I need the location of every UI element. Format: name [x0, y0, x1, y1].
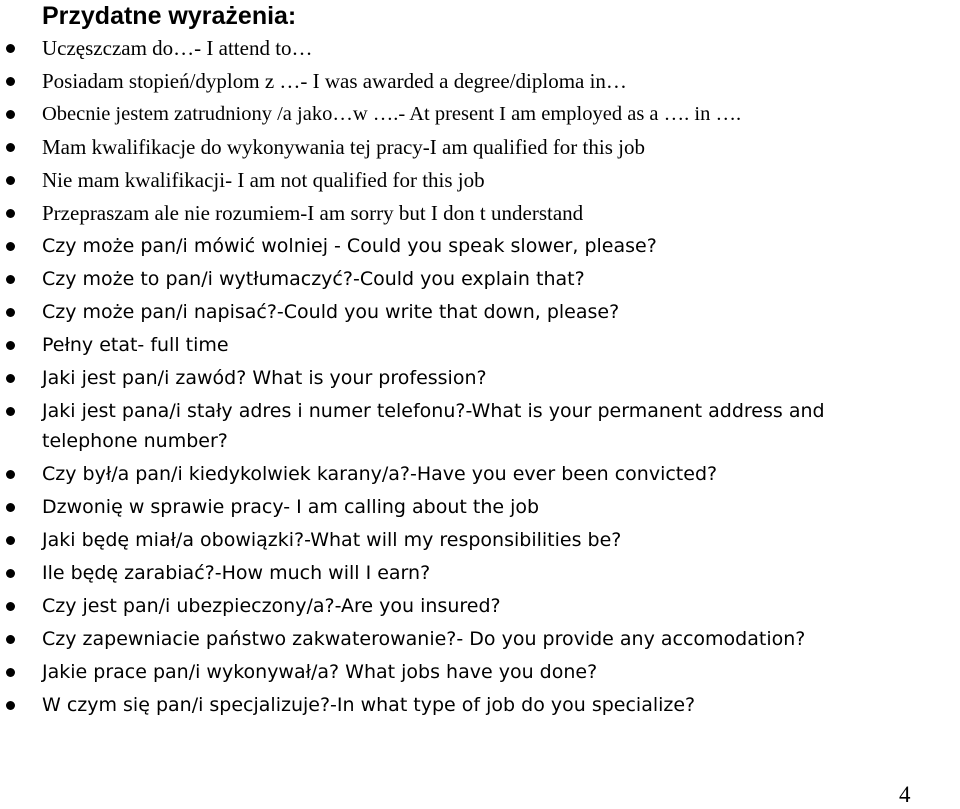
list-item-line: Jaki jest pana/i stały adres i numer telefonu?-What is your permanent address and — [42, 400, 825, 422]
list-item-text: Czy jest pan/i ubezpieczony/a?-Are you insured? — [42, 595, 501, 617]
page-title: Przydatne wyrażenia: — [42, 2, 297, 30]
list-item-text: Jaki będę miał/a obowiązki?-What will my responsibilities be? — [42, 529, 622, 551]
bullet-icon — [6, 668, 15, 677]
list-item-line-continuation: telephone number? — [42, 430, 228, 452]
bullet-icon — [6, 503, 15, 512]
bullet-icon — [6, 308, 15, 317]
bullet-icon — [6, 701, 15, 710]
list-item-text: Ile będę zarabiać?-How much will I earn? — [42, 562, 431, 584]
bullet-icon — [6, 635, 15, 644]
list-item-text: Uczęszczam do…- I attend to… — [42, 36, 313, 60]
list-item-text: Posiadam stopień/dyplom z …- I was awarded a degree/diploma in… — [42, 69, 627, 93]
list-item-text: Przepraszam ale nie rozumiem-I am sorry but I don t understand — [42, 201, 584, 225]
bullet-icon — [6, 242, 15, 251]
bullet-icon — [6, 209, 15, 218]
list-item-text: Czy zapewniacie państwo zakwaterowanie?- Do you provide any accomodation? — [42, 628, 806, 650]
bullet-icon — [6, 110, 15, 119]
bullet-icon — [6, 275, 15, 284]
bullet-icon — [6, 602, 15, 611]
bullet-icon — [6, 77, 15, 86]
list-item-text: Czy był/a pan/i kiedykolwiek karany/a?-Have you ever been convicted? — [42, 463, 718, 485]
bullet-icon — [6, 341, 15, 350]
bullet-icon — [6, 44, 15, 53]
list-item-text: Czy może to pan/i wytłumaczyć?-Could you explain that? — [42, 268, 585, 290]
list-item-text: Pełny etat- full time — [42, 334, 229, 356]
bullet-icon — [6, 470, 15, 479]
bullet-icon — [6, 143, 15, 152]
list-item-text: Czy może pan/i mówić wolniej - Could you speak slower, please? — [42, 235, 657, 257]
bullet-icon — [6, 569, 15, 578]
list-item-text: Jaki jest pan/i zawód? What is your profession? — [42, 367, 487, 389]
list-item-text: Czy może pan/i napisać?-Could you write that down, please? — [42, 301, 620, 323]
bullet-icon — [6, 176, 15, 185]
list-item-text: W czym się pan/i specjalizuje?-In what type of job do you specialize? — [42, 694, 696, 716]
list-item-text: Nie mam kwalifikacji- I am not qualified for this job — [42, 168, 485, 192]
page-number: 4 — [899, 782, 911, 807]
bullet-icon — [6, 374, 15, 383]
list-item-text: Jakie prace pan/i wykonywał/a? What jobs have you done? — [42, 661, 598, 683]
list-item-text: Obecnie jestem zatrudniony /a jako…w ….- At present I am employed as a …. in …. — [42, 103, 742, 125]
list-item-text — [42, 396, 942, 456]
bullet-icon — [6, 536, 15, 545]
list-item-text: Mam kwalifikacje do wykonywania tej pracy-I am qualified for this job — [42, 135, 645, 159]
bullet-icon — [6, 407, 15, 416]
list-item-text: Dzwonię w sprawie pracy- I am calling about the job — [42, 496, 540, 518]
